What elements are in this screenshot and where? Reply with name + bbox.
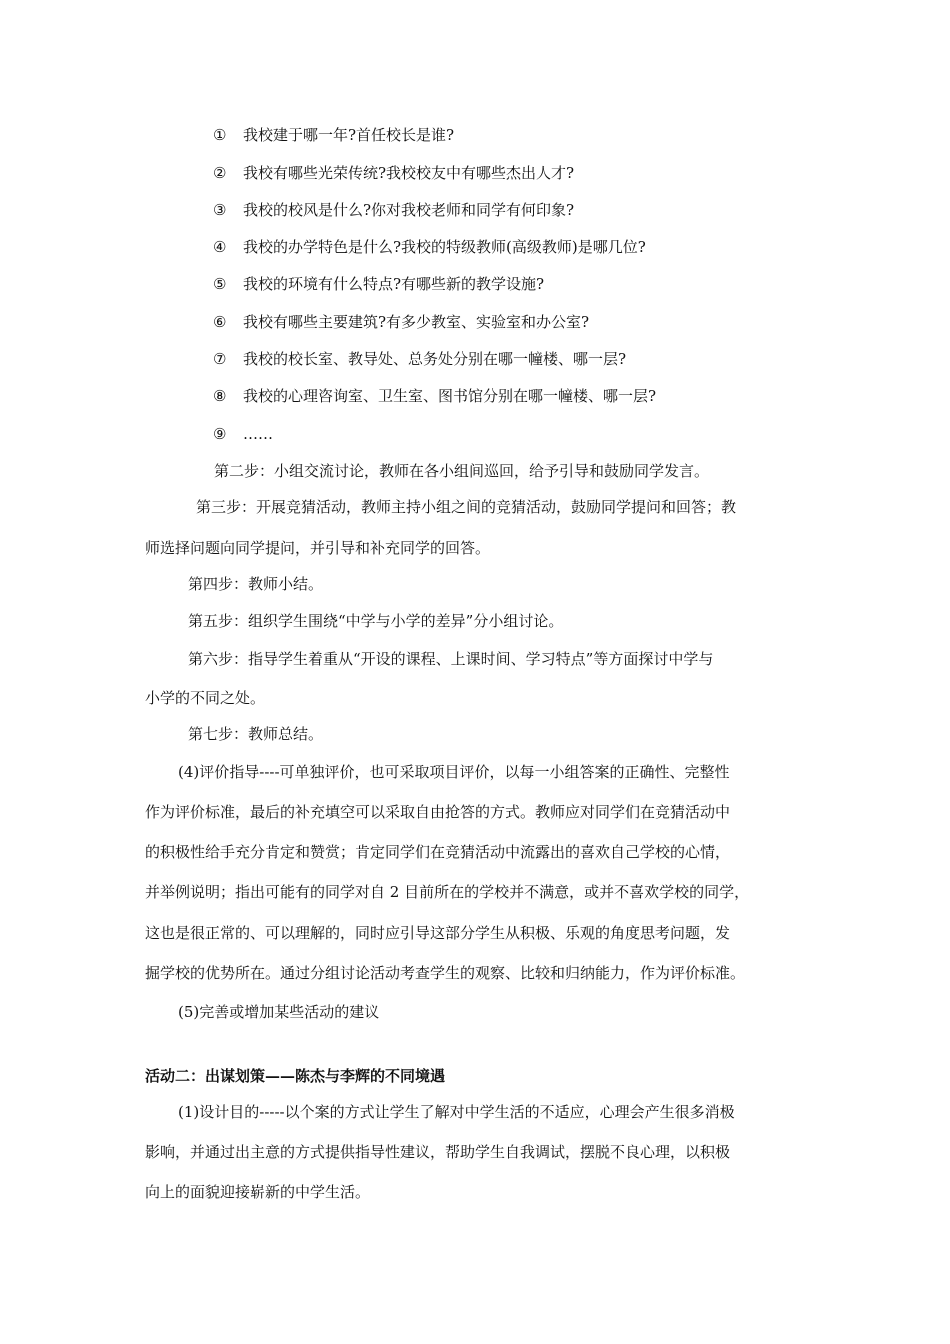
- activity-2-line: 影响，并通过出主意的方式提供指导性建议，帮助学生自我调试，摆脱不良心理，以积极: [145, 1143, 731, 1161]
- list-item: [213, 386, 656, 406]
- list-number: ②: [213, 164, 227, 182]
- list-number: ⑤: [213, 275, 227, 293]
- list-item: [213, 200, 574, 220]
- list-item: [213, 312, 589, 332]
- step-3-continuation: 师选择问题向同学提问，并引导和补充同学的回答。: [145, 539, 491, 557]
- list-text: 我校的环境有什么特点?有哪些新的教学设施?: [243, 275, 545, 293]
- list-text: 我校有哪些主要建筑?有多少教室、实验室和办公室?: [243, 313, 590, 331]
- activity-2-line: 向上的面貌迎接崭新的中学生活。: [145, 1183, 371, 1201]
- list-number: ⑨: [213, 425, 227, 443]
- step-7-text: 第七步：教师总结。: [188, 725, 324, 743]
- evaluation-line: 的积极性给手充分肯定和赞赏；肯定同学们在竞猜活动中流露出的喜欢自己学校的心情，: [145, 843, 731, 861]
- step-6-text: 第六步：指导学生着重从“开设的课程、上课时间、学习特点”等方面探讨中学与: [188, 650, 714, 668]
- step-3-text: 第三步：开展竞猜活动，教师主持小组之间的竞猜活动，鼓励同学提问和回答；教: [196, 498, 737, 516]
- list-text: 我校有哪些光荣传统?我校校友中有哪些杰出人才?: [243, 164, 575, 182]
- step-4-text: 第四步：教师小结。: [188, 575, 324, 593]
- list-text: 我校的校风是什么?你对我校老师和同学有何印象?: [243, 201, 575, 219]
- list-item: [213, 163, 574, 183]
- evaluation-line: (4)评价指导----可单独评价，也可采取项目评价，以每一小组答案的正确性、完整性: [178, 763, 730, 781]
- list-text: 我校的办学特色是什么?我校的特级教师(高级教师)是哪几位?: [243, 238, 646, 256]
- evaluation-line: 并举例说明；指出可能有的同学对自 2 目前所在的学校并不满意，或并不喜欢学校的同学，: [145, 883, 750, 901]
- step-2-text: 第二步：小组交流讨论，教师在各小组间巡回，给予引导和鼓励同学发言。: [214, 462, 710, 480]
- list-text: 我校的心理咨询室、卫生室、图书馆分别在哪一幢楼、哪一层?: [243, 387, 657, 405]
- evaluation-line: 作为评价标准，最后的补充填空可以采取自由抢答的方式。教师应对同学们在竞猜活动中: [145, 803, 731, 821]
- list-text: 我校建于哪一年?首任校长是谁?: [243, 126, 455, 144]
- list-item: [213, 237, 646, 257]
- suggestion-heading: (5)完善或增加某些活动的建议: [178, 1003, 380, 1021]
- activity-2-title: 活动二：出谋划策——陈杰与李辉的不同境遇: [145, 1067, 446, 1085]
- list-item: [213, 424, 273, 444]
- list-number: ⑦: [213, 350, 227, 368]
- list-text: ……: [243, 425, 273, 443]
- list-number: ④: [213, 238, 227, 256]
- evaluation-line: 掘学校的优势所在。通过分组讨论活动考查学生的观察、比较和归纳能力，作为评价标准。: [145, 964, 746, 982]
- list-number: ⑥: [213, 313, 227, 331]
- evaluation-line: 这也是很正常的、可以理解的，同时应引导这部分学生从积极、乐观的角度思考问题，发: [145, 924, 731, 942]
- activity-2-line: (1)设计目的-----以个案的方式让学生了解对中学生活的不适应，心理会产生很多消极: [178, 1103, 735, 1121]
- list-item: [213, 125, 454, 145]
- list-number: ⑧: [213, 387, 227, 405]
- list-number: ①: [213, 126, 227, 144]
- step-5-text: 第五步：组织学生围绕“中学与小学的差异”分小组讨论。: [188, 612, 564, 630]
- list-item: [213, 349, 626, 369]
- step-6-continuation: 小学的不同之处。: [145, 689, 266, 707]
- list-item: [213, 274, 544, 294]
- list-number: ③: [213, 201, 227, 219]
- list-text: 我校的校长室、教导处、总务处分别在哪一幢楼、哪一层?: [243, 350, 627, 368]
